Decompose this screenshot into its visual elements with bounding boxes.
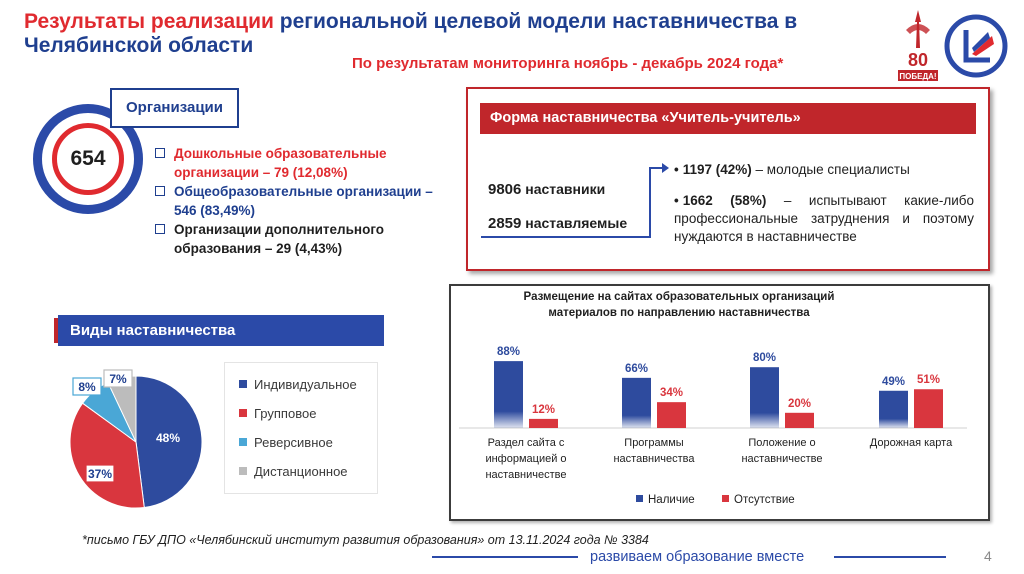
victory-number: 80 [907,50,929,70]
org-total: 654 [70,147,106,170]
bar-value-label: 80% [752,352,777,365]
young-specialists-bullet: • 1197 (42%) – молодые специалисты [674,162,910,177]
mentors-stat [488,181,605,198]
legend-item [239,435,333,450]
bar-legend-label: Отсутствие [734,494,795,506]
category-label: наставничества [613,453,695,465]
bracket-arrow-icon [636,160,670,240]
bar-value-label: 12% [531,403,556,416]
category-label: Дорожная карта [869,437,953,449]
title-accent: Результаты реализации [24,10,274,33]
page-number: 4 [984,548,992,564]
category-label: наставничестве [485,469,567,481]
bar [914,389,943,428]
mentees-underline [481,236,639,238]
bar-value-label: 20% [787,397,812,410]
legend-item [239,377,357,392]
victory-80-logo [896,8,940,82]
pie-value-label: 7% [109,372,127,386]
mentors-label: наставники [525,181,606,197]
bar [785,413,814,428]
legend-label: Дистанционное [254,464,348,479]
tagline-rule-right [834,556,946,558]
education-logo-icon [944,14,1008,78]
footnote: *письмо ГБУ ДПО «Челябинский институт развития образования» от 13.11.2024 года № 3384 [82,533,649,547]
tagline-rule-left [432,556,578,558]
mentors-count: 9806 [488,181,522,198]
kinds-legend [224,362,378,494]
category-label: Раздел сайта с [487,437,565,449]
org-item-general: Общеобразовательные организации – 546 (83,49%) [152,182,452,220]
title-rest: региональной целевой модели наставничества в Челябинской области [24,10,798,57]
bar-legend-swatch [722,495,729,502]
legend-swatch [239,438,247,446]
legend-swatch [239,409,247,417]
pie-value-label: 37% [87,467,113,481]
legend-swatch [239,467,247,475]
legend-label: Реверсивное [254,435,333,450]
bar [879,391,908,428]
legend-item [239,464,348,479]
category-label: информацией о [485,453,567,465]
bar-value-label: 49% [881,375,906,388]
kinds-header: Виды наставничества [58,315,384,346]
org-item-preschool: Дошкольные образовательные организации – 79 (12,08%) [152,144,452,182]
bar-legend-swatch [636,495,643,502]
legend-swatch [239,380,247,388]
org-item-additional: Организации дополнительного образования – 29 (4,43%) [152,220,452,258]
category-label: Положение о [748,437,816,449]
bar-legend-label: Наличие [648,494,695,506]
mentees-stat [488,215,627,232]
category-label: Программы [624,437,684,449]
checkbox-icon [155,148,165,158]
pie-value-label: 48% [155,431,181,445]
page-title [24,10,884,58]
checkbox-icon [155,186,165,196]
victory-caption: ПОБЕДА! [899,72,937,81]
mentees-count: 2859 [488,215,522,232]
tagline: развиваем образование вместе [590,549,805,565]
form-header: Форма наставничества «Учитель-учитель» [480,103,976,134]
mentees-label: наставляемые [525,215,628,231]
org-label: Организации [110,88,239,128]
difficulties-bullet: • 1662 (58%) – испытывают какие-либо профессиональные затруднения и поэтому нуждаются в наставничестве [674,193,975,244]
bar-chart-title-line2: материалов по направлению наставничества [548,307,810,319]
bar [529,419,558,428]
bar-chart-title-line1: Размещение на сайтах образовательных организаций [523,291,835,303]
page-subtitle: По результатам мониторинга ноябрь - декабрь 2024 года* [352,55,784,72]
category-label: наставничестве [741,453,823,465]
placement-bar-chart [451,286,988,519]
bar [622,378,651,428]
legend-item [239,406,316,421]
bar-value-label: 34% [659,387,684,400]
org-list [152,144,452,258]
legend-label: Групповое [254,406,317,421]
checkbox-icon [155,224,165,234]
bar [750,367,779,428]
bar [494,361,523,428]
pie-value-label: 8% [78,380,96,394]
bar-value-label: 51% [916,374,941,387]
bar [657,402,686,428]
kinds-pie-chart [48,360,216,514]
bar-value-label: 88% [496,346,521,359]
bar-value-label: 66% [624,362,649,375]
legend-label: Индивидуальное [254,377,357,392]
